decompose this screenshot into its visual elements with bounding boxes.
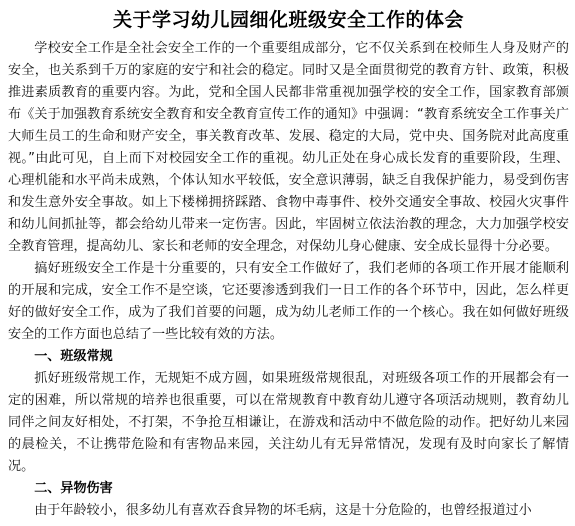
section-heading-foreign-object-injury: 二、异物伤害 xyxy=(34,481,113,496)
section-text-foreign-object-injury: 由于年龄较小，很多幼儿有喜欢吞食异物的坏毛病，这是十分危险的，也曾经报道过小 xyxy=(34,503,532,518)
document-title: 关于学习幼儿园细化班级安全工作的体会 xyxy=(112,9,464,31)
section-heading-class-routine: 一、班级常规 xyxy=(34,349,113,364)
paragraph-importance: 搞好班级安全工作是十分重要的，只有安全工作做好了，我们老师的各项工作开展才能顺利的开展和完成，安全工作不是空谈，它还要渗透到我们一日工作的各个环节中，因此，怎么样更好的做好安全工作，成为了我们首要的问题，成为幼儿老师工作的一个核心。我在如何做好班级安全的工作方面也总结了一些比较有效的方法。 xyxy=(8,261,569,342)
section-text-class-routine: 抓好班级常规工作，无规矩不成方圆，如果班级常规很乱，对班级各项工作的开展都会有一定的困难，所以常规的培养也很重要，可以在常规教育中教育幼儿遵守各项活动规则，教育幼儿同伴之间友好相处，不打架，不争抢互相谦让，在游戏和活动中不做危险的动作。把好幼儿来园的晨检关，不让携带危险和有害物品来园，关注幼儿有无异常情况，发现有及时向家长了解情况。 xyxy=(8,371,569,474)
paragraph-intro: 学校安全工作是全社会安全工作的一个重要组成部分，它不仅关系到在校师生人身及财产的安全，也关系到千万的家庭的安宁和社会的稳定。同时又是全面贯彻党的教育方针、政策，积极推进素质教育的重要内容。为此，党和全国人民都非常重视加强学校的安全工作，国家教育部颁布《关于加强教育系统安全教育和安全教育宣传工作的通知》中强调：“教育系统安全工作事关广大师生员工的生命和财产安全，事关教育改革、发展、稳定的大局，党中央、国务院对此高度重视。”由此可见，自上而下对校园安全工作的重视。幼儿正处在身心成长发育的重要阶段，生理、心理机能和水平尚未成熟，个体认知水平较低，安全意识薄弱，缺乏自我保护能力，易受到伤害和发生意外安全事故。如上下楼梯拥挤踩踏、食物中毒事件、校外交通安全事故、校园火灾事件和幼儿间抓扯等，都会给幼儿带来一定伤害。因此，牢固树立依法治教的理念，大力加强学校安全教育管理，提高幼儿、家长和老师的安全理念，对保幼儿身心健康、安全成长显得十分必要。 xyxy=(8,41,569,254)
